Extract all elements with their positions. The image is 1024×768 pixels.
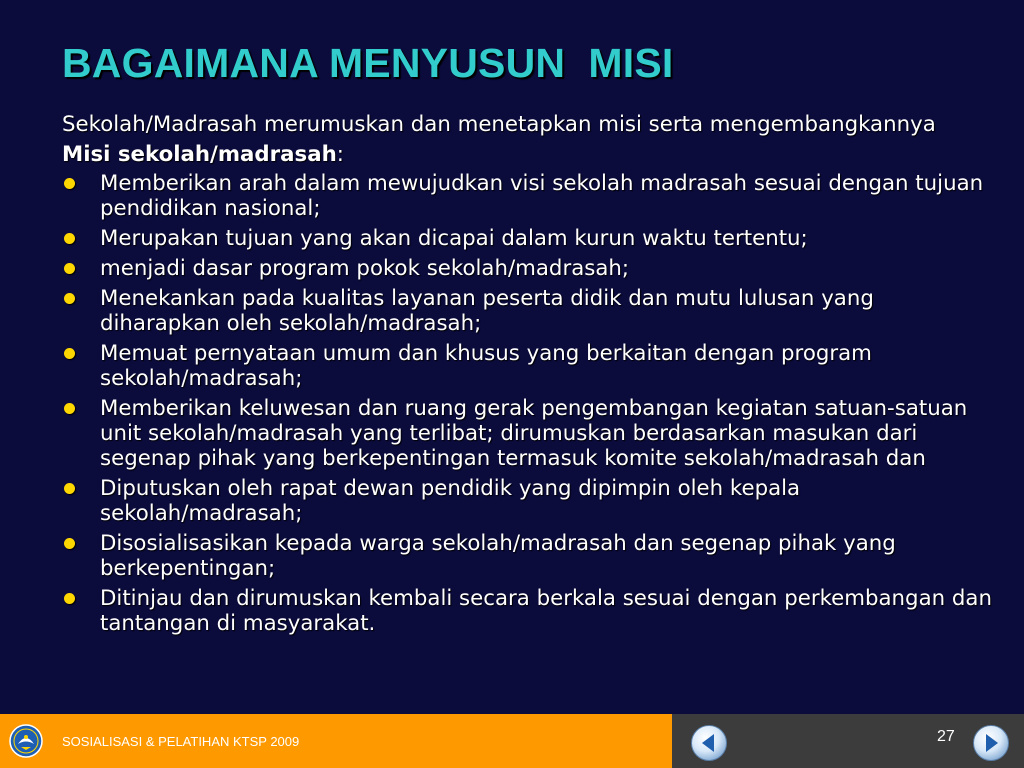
bullet-dot-icon — [64, 483, 75, 494]
bullet-text: Merupakan tujuan yang akan dicapai dalam kurun waktu tertentu; — [100, 226, 808, 251]
intro-text: Sekolah/Madrasah merumuskan dan menetapkan misi serta mengembangkannya — [62, 112, 936, 137]
mission-heading-bold: Misi sekolah/madrasah — [62, 142, 337, 167]
bullet-item — [62, 286, 992, 336]
bullet-item — [62, 476, 992, 526]
bullet-dot-icon — [64, 178, 75, 189]
bullet-text: Memberikan arah dalam mewujudkan visi sekolah madrasah sesuai dengan tujuan pendidikan nasional; — [100, 171, 984, 221]
bullet-item — [62, 171, 992, 221]
bullet-dot-icon — [64, 263, 75, 274]
bullet-item — [62, 531, 992, 581]
tut-wuri-handayani-logo-icon — [9, 724, 43, 758]
slide-title: BAGAIMANA MENYUSUN MISI — [62, 40, 674, 86]
bullet-dot-icon — [64, 348, 75, 359]
bullet-text: Diputuskan oleh rapat dewan pendidik yang dipimpin oleh kepala sekolah/madrasah; — [100, 476, 801, 526]
bullet-text: Memberikan keluwesan dan ruang gerak pengembangan kegiatan satuan-satuan unit sekolah/madrasah yang terlibat; dirumuskan berdasarkan masukan dari segenap pihak yang berkepentingan termasuk komite sekolah/madrasah dan — [100, 396, 968, 471]
bullet-text: menjadi dasar program pokok sekolah/madrasah; — [100, 256, 630, 281]
bullet-item — [62, 226, 992, 251]
bullet-dot-icon — [64, 538, 75, 549]
bullet-text: Ditinjau dan dirumuskan kembali secara berkala sesuai dengan perkembangan dan tantangan di masyarakat. — [100, 586, 992, 636]
bullet-text: Disosialisasikan kepada warga sekolah/madrasah dan segenap pihak yang berkepentingan; — [100, 531, 896, 581]
bullet-item — [62, 256, 992, 281]
footer-left-panel — [0, 714, 672, 768]
bullet-text: Memuat pernyataan umum dan khusus yang berkaitan dengan program sekolah/madrasah; — [100, 341, 872, 391]
bullet-item — [62, 396, 992, 471]
mission-heading — [62, 142, 992, 167]
page-number: 27 — [937, 728, 955, 745]
bullet-dot-icon — [64, 403, 75, 414]
mission-heading-suffix: : — [336, 142, 344, 167]
slide-body — [62, 112, 992, 641]
footer-text: SOSIALISASI & PELATIHAN KTSP 2009 — [62, 734, 300, 749]
next-slide-button[interactable] — [972, 724, 1010, 762]
bullet-item — [62, 341, 992, 391]
previous-slide-button[interactable] — [690, 724, 728, 762]
footer-bar — [0, 714, 1024, 768]
mission-bullet-list — [62, 171, 992, 636]
bullet-dot-icon — [64, 293, 75, 304]
bullet-dot-icon — [64, 233, 75, 244]
bullet-item — [62, 586, 992, 636]
bullet-text: Menekankan pada kualitas layanan peserta didik dan mutu lulusan yang diharapkan oleh sekolah/madrasah; — [100, 286, 874, 336]
bullet-dot-icon — [64, 593, 75, 604]
